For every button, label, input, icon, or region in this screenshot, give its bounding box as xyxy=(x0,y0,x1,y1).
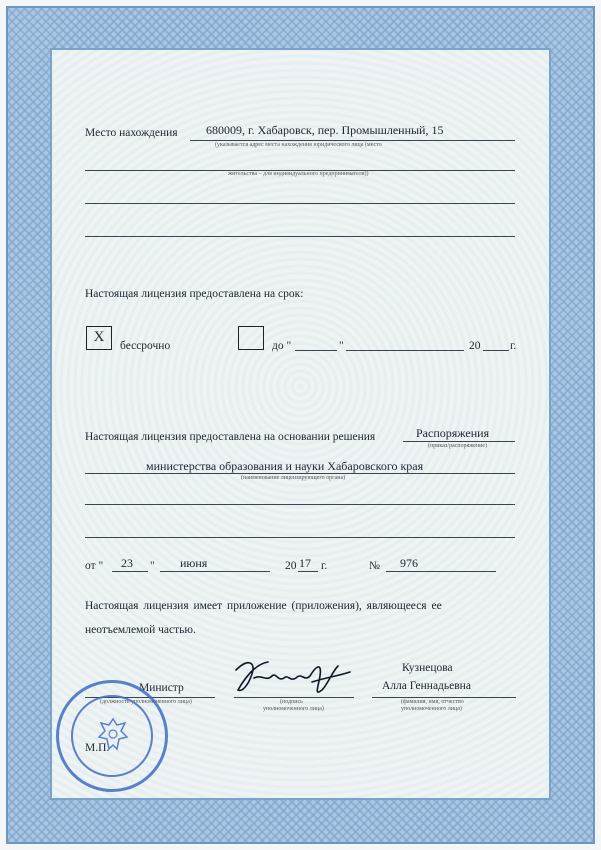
until-date-checkbox[interactable] xyxy=(238,326,264,350)
name-underline xyxy=(372,697,516,698)
date-year-suffix: 17 xyxy=(299,556,311,570)
date-day: 23 xyxy=(121,556,133,570)
number-underline xyxy=(386,571,496,572)
date-day-underline xyxy=(112,571,148,572)
indefinite-label: бессрочно xyxy=(120,340,171,352)
appendix-line-2: неотъемлемой частью. xyxy=(85,624,196,636)
handwritten-signature xyxy=(228,652,358,704)
date-month-underline xyxy=(160,571,270,572)
location-value: 680009, г. Хабаровск, пер. Промышленный, 15 xyxy=(206,123,444,137)
authority-underline xyxy=(85,473,515,474)
signatory-name: Алла Геннадьевна xyxy=(382,680,471,692)
until-day-line xyxy=(295,350,337,351)
date-year-underline xyxy=(298,571,318,572)
date-from-label: от " xyxy=(85,560,104,572)
authority-value: министерства образования и науки Хабаровского края xyxy=(146,459,424,473)
name-hint-1: (фамилия, имя, отчество xyxy=(401,699,464,705)
decision-type-underline xyxy=(403,441,515,442)
until-prefix: до " xyxy=(272,340,292,352)
date-month: июня xyxy=(180,556,208,570)
official-seal xyxy=(56,680,168,792)
location-label: Место нахождения xyxy=(85,127,178,139)
until-year-prefix: 20 xyxy=(469,340,481,352)
date-year-prefix: 20 xyxy=(285,560,297,572)
date-year-unit: г. xyxy=(321,560,328,572)
signatory-position: Министр xyxy=(139,682,184,694)
term-label: Настоящая лицензия предоставлена на срок: xyxy=(85,288,304,300)
signature-hint-1: (подпись xyxy=(280,699,303,705)
until-quote: " xyxy=(339,340,344,352)
license-number: 976 xyxy=(400,556,418,570)
until-year-line xyxy=(483,350,509,351)
appendix-line-1: Настоящая лицензия имеет приложение (приложения), являющееся ее xyxy=(85,600,442,612)
location-line-4 xyxy=(85,236,515,237)
authority-hint: (наименование лицензирующего органа) xyxy=(241,475,346,481)
signatory-surname: Кузнецова xyxy=(402,662,453,674)
location-hint-1: (указывается адрес места нахождения юридического лица (место xyxy=(215,142,382,148)
location-line-3 xyxy=(85,203,515,204)
location-hint-2: жительства – для индивидуального предпринимателя)) xyxy=(228,171,369,177)
stamp-place-label: М.П. xyxy=(85,742,110,754)
indefinite-checkbox[interactable]: X xyxy=(86,326,112,350)
until-year-suffix: г. xyxy=(510,340,517,352)
position-hint: (должность уполномоченного лица) xyxy=(100,699,192,705)
basis-label: Настоящая лицензия предоставлена на основании решения xyxy=(85,431,376,443)
basis-line-3 xyxy=(85,537,515,538)
location-underline xyxy=(190,140,515,141)
until-month-line xyxy=(346,350,464,351)
name-hint-2: уполномоченного лица) xyxy=(401,706,462,712)
decision-type-hint: (приказ/распоряжение) xyxy=(428,443,488,449)
date-quote-close: " xyxy=(150,560,155,572)
basis-line-2 xyxy=(85,504,515,505)
decision-type: Распоряжения xyxy=(416,426,490,440)
signature-hint-2: уполномоченного лица) xyxy=(263,706,324,712)
number-label: № xyxy=(369,560,380,572)
